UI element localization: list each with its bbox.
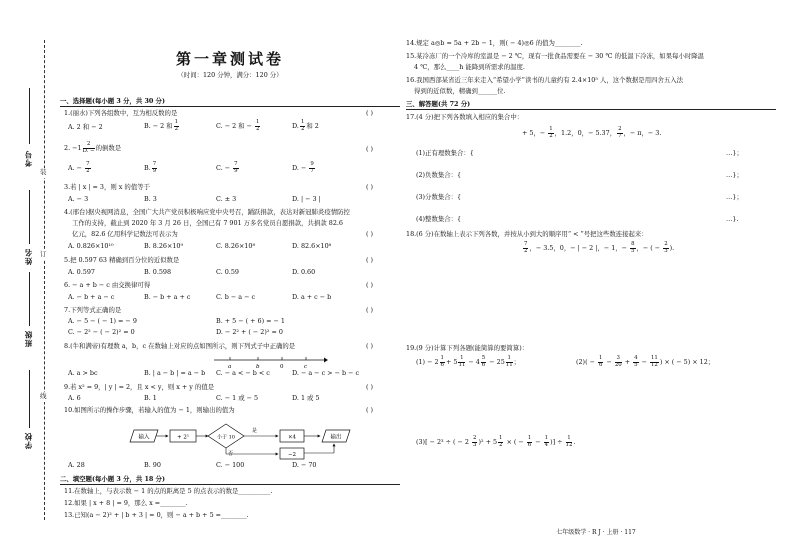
q2-b-fraction [152,162,157,174]
q19-p3-d: ÷ [555,438,565,447]
q6-option-c: C. b − a − c [216,293,256,301]
q8-option-a: A. a > bc [68,369,98,377]
q4-line-3: 亿元，82.6 亿用科学记数法可表示为 [72,230,178,238]
axis-arrow [324,358,328,363]
q18-end: ). [669,244,675,253]
q4-line-1: 4.(邢台)据央视网消息，全国广大共产党员积极响应党中央号召，踊跃捐款，表达对新冠肺炎疫情防控 [64,208,350,216]
q7-stem: 7.下列等式正确的是 [64,306,122,314]
q3-option-b: B. 3 [144,195,157,203]
mark-zhuang: 装 [40,168,47,176]
q2-c-num: 7 [234,161,238,167]
q1-c-text: C. − 2 和 − [216,122,255,131]
q7-option-b: B. + 5 − ( + 6) = − 1 [216,317,285,325]
q1-b-text: B. − 2 和 [144,122,173,131]
q8-option-b: B. | a − b | = a − b [144,369,206,377]
q10-stem: 10.如图所示的操作步骤，若输入的值为 − 1，则输出的值为 [64,406,235,414]
q1-option-a: A. 2 和 − 2 [68,123,103,131]
q1-stem: 1.(丽水)下列各组数中，互为相反数的是 [64,109,178,117]
q19-p2-b: × ( − 5) × 12； [662,358,715,367]
flow-output-label: 输出 [330,434,342,441]
section-two-heading: 二、填空题(每小题 3 分，共 18 分) [60,475,165,483]
q9-option-a: A. 6 [68,394,81,402]
q18-fraction-1 [523,242,528,254]
q1-d-num: 1 [300,119,305,125]
q2-den: D. − [82,147,95,154]
q9-answer-paren: ( ) [366,383,374,391]
q1-c-den: 2 [256,125,260,132]
q5-option-b: B. 0.598 [144,268,172,276]
q3-option-d: D. | − 3 | [292,195,321,203]
q2-option-d [292,162,316,174]
q3-stem: 3.若 | x | = 3，则 x 的值等于 [64,183,150,191]
q19-p3-a: (3) [416,438,426,447]
q19-p3-fr3: $\frac{1}{6}$ [527,435,532,448]
label-name: 姓名 [24,248,33,265]
q10-flowchart [128,418,388,460]
q3-option-a: A. − 3 [68,195,89,203]
q7-option-a: A. − 5 − ( − 1) = − 9 [68,317,137,325]
q9-option-d: D. 1 或 5 [292,394,320,402]
q19-p3-fr2: $\frac{1}{2}$ [499,435,503,448]
q4-option-b: B. 8.26×10⁹ [144,242,184,250]
q10-option-a: A. 28 [68,461,85,469]
q15-line-1: 15.某冷冻厂的一个冷库的室温是 − 2 ℃，现有一批食品需要在 − 30 ℃ 的低温下冷冻，如果每小时降温 [406,52,705,60]
left-column [60,0,400,556]
q18-mid: ，− 3.5，0，− | − 2 |，− 1，− [529,244,630,253]
q17-set-3-close: …}； [726,193,743,201]
q8-number-line [210,350,330,370]
label-exam-number: 考号 [24,150,33,167]
q13-text: 13.已知(a − 2)² + | b + 3 | = 0，则 − a + b + 5 =________. [64,511,249,519]
q8-answer-paren: ( ) [366,342,374,350]
axis-label-a: a [228,364,232,370]
flow-mul-label: ×4 [287,434,297,441]
q6-answer-paren: ( ) [366,281,374,289]
q2-d-den: 7 [310,167,314,174]
section-three-heading: 三、解答题(共 72 分) [406,100,471,108]
flow-condition-label: 小于 10 [217,434,235,441]
q2-a-fraction [85,162,90,174]
q1-b-fraction [174,120,179,132]
q2-d-num: 9 [310,161,314,167]
page-title: 第一章测试卷 [175,50,284,68]
mark-xian: 线 [40,392,47,400]
page-footer: 七年级数学 · R J · 上册 · 117 [556,529,636,536]
q2-a-num: 7 [86,161,90,167]
q10-option-c: C. − 100 [216,461,245,469]
q17-stem: 17.(4 分)把下列各数填入相应的集合中： [406,113,524,121]
q1-c-num: 1 [256,119,260,125]
q1-b-num: 1 [174,119,179,125]
q15-line-2: 4 ℃，那么____h 能降到所需求的温度. [414,63,525,71]
q17-set-1-close: …}； [726,149,743,157]
q2-a-text: A. − [68,164,85,173]
q12-text: 12.如果 | x + 8 | = 9，那么 x =________. [64,499,188,507]
q18-fraction-2 [630,242,635,254]
q16-line-2: 得到的近似数，精确到______位. [414,87,506,95]
q2-b-num: 7 [152,161,157,167]
q2-num: 2 [83,142,95,149]
q19-p3-fr4: $\frac{1}{4}$ [544,435,549,448]
q2-fraction [83,142,95,154]
cut-line [44,40,45,520]
q10-option-d: D. − 70 [292,461,317,469]
exam-number-line [29,88,30,144]
q17-fraction-1 [548,127,553,139]
q7-option-d: D. − 2² + ( − 2)² = 0 [216,328,283,336]
q17-f1-num: 1 [549,126,553,132]
q19-p2-a: (2) [576,358,586,367]
q4-line-2: 工作的支持，截止到 2020 年 3 月 26 日，全国已有 7 901 万多名党员自愿捐款，共捐款 82.6 [72,219,343,227]
section-rule-3 [406,109,776,110]
q18-stem: 18.(6 分)在数轴上表示下列各数，并按从小到大的顺序用“ < ”号把这些数连接起来： [406,230,648,238]
q18-f3-den: 3 [664,247,668,254]
q19-p1-b: + 5 [445,358,458,367]
q19-p1-d: − 25 [487,358,505,367]
axis-label-c: c [304,364,308,370]
q19-part-1: (1) − 2 $\frac{1}{6}$ + 5 $\frac{1}{11}$ − 4 $\frac{5}{6}$ − 25 $\frac{1}{11}$ ； [416,355,521,368]
q17-nums-pre: + 5，− [522,129,548,138]
q2-c-text: C. − [216,164,233,173]
q1-c-fraction [255,120,260,132]
q7-option-c: C. − 2² − ( − 2)² = 0 [68,328,135,336]
q2-d-text: D. − [292,164,309,173]
q19-p1-fr3: $\frac{5}{6}$ [481,355,486,368]
q8-option-d: D. − a − c > − b − c [292,369,360,377]
q19-p2-fr3: $\frac{4}{5}$ [634,355,638,368]
q10-answer-paren: ( ) [366,406,374,414]
q1-d-den: 2 [300,125,305,132]
q18-f2-num: 8 [631,241,635,247]
label-school: 学校 [24,432,33,449]
class-line [29,272,30,326]
q17-set-negative: (2)负数集合：{ [416,171,462,179]
binding-strip [0,0,58,556]
q17-number-list [522,127,661,139]
q2-d-fraction [309,162,314,174]
q4-option-a: A. 0.826×10¹⁰ [68,242,114,250]
flow-sub-label: −2 [287,452,297,458]
flow-no-label: 否 [228,451,234,457]
q11-text: 11.在数轴上，与表示数 − 1 的点的距离是 5 的点表示的数是__________. [64,487,273,495]
q17-nums-mid: ，1.2，0，− 5.37， [554,129,617,138]
q18-f1-num: 7 [524,241,528,247]
q19-part-2: (2)( − $\frac{1}{6}$ − $\frac{3}{20}$ + $\frac{4}{5}$ − $\frac{11}{12}$ ) × ( − 5) × 12； [576,355,715,368]
q2-pre: 2. −1 [64,144,82,153]
q19-p2-fr4: $\frac{11}{12}$ [650,355,658,368]
q17-f2-num: 2 [618,126,622,132]
q4-option-c: C. 8.26×10⁸ [216,242,256,250]
q2-b-text: B. [144,164,151,173]
q6-option-b: B. − b + a + c [144,293,191,301]
q1-b-den: 2 [174,125,179,132]
q5-answer-paren: ( ) [366,256,374,264]
q8-stem: 8.(牛和满帝)有理数 a，b，c 在数轴上对应的点如图所示，则下列式子中正确的是 [64,342,296,350]
q19-p1-fr2: $\frac{1}{11}$ [458,355,466,368]
q19-stem: 19.(9 分)计算下列各题(能简算的要简算)： [406,344,529,352]
q17-set-positive-rational: (1)正有理数集合：{ [416,149,474,157]
q18-fraction-3 [663,242,668,254]
q6-stem: 6. − a + b − c 由交换律可得 [64,281,151,289]
q17-set-2-close: …}； [726,171,743,179]
right-column [406,0,786,556]
q1-d-fraction [300,120,305,132]
flow-plus-label: + 2¹ [176,434,190,441]
q18-f3-num: 2 [664,241,668,247]
flow-input-label: 输入 [138,434,150,441]
q2-b-den: 9 [152,167,157,174]
q5-option-a: A. 0.597 [68,268,95,276]
q17-fraction-2 [617,127,622,139]
q2-answer-paren: ( ) [366,145,374,153]
q2-post: 的倒数是 [95,144,122,153]
q2-a-den: 2 [86,167,90,174]
q5-stem: 5.把 0.597 63 精确到百分位的近似数是 [64,256,180,264]
q19-p3-b: + 5 [485,438,498,447]
label-class: 班级 [24,330,33,347]
q19-p2-fr1: $\frac{1}{6}$ [598,355,603,368]
q6-option-a: A. − b + a − c [68,293,115,301]
q5-option-c: C. 0.59 [216,268,239,276]
q9-option-c: C. − 1 或 − 5 [216,394,259,402]
q2-c-den: 9 [234,167,238,174]
q6-option-d: D. a + c − b [292,293,332,301]
q19-p3-fr5: $\frac{1}{12}$ [565,435,573,448]
axis-label-b: b [256,364,260,370]
q17-set-integer: (4)整数集合：{ [416,215,462,223]
q1-answer-paren: ( ) [366,109,374,117]
q2-stem [64,142,121,154]
q1-d-pre: D. [292,122,299,131]
school-line [29,370,30,428]
q18-post: ，− ( − [636,244,663,253]
q8-option-c: C. − a < − b < c [216,369,270,377]
q19-p1-a: (1) − 2 [416,358,439,367]
q18-f1-den: 2 [524,247,528,254]
q1-option-c [216,120,261,132]
q19-p1-fr4: $\frac{1}{11}$ [505,355,513,368]
q1-option-b [144,120,180,132]
q1-d-post: 和 2 [306,122,319,131]
section-rule-2 [60,484,400,485]
q17-nums-post: ，− π，− 3. [623,129,662,138]
q2-c-fraction [233,162,238,174]
q3-answer-paren: ( ) [366,183,374,191]
q18-f2-den: 5 [631,247,635,254]
axis-label-0: 0 [280,364,284,370]
q3-option-c: C. ± 3 [216,195,237,203]
q19-p3-fr1: $\frac{2}{3}$ [473,435,477,448]
q9-option-b: B. 1 [144,394,157,402]
q17-set-4-close: …}. [726,215,739,223]
q17-set-fraction: (3)分数集合：{ [416,193,462,201]
flow-yes-label: 是 [252,428,258,434]
mark-ding: 订 [40,250,47,258]
q5-option-d: D. 0.60 [292,268,316,276]
q17-f2-den: 7 [618,132,622,139]
q4-option-d: D. 82.6×10⁸ [292,242,332,250]
q19-p2-fr2: $\frac{3}{20}$ [614,355,622,368]
q9-stem: 9.若 x² = 9，| y | = 2，且 x < y，则 x + y 的值是 [64,383,215,391]
q10-option-b: B. 90 [144,461,161,469]
name-line [29,190,30,244]
page-subtitle: （时间：120 分钟，满分：120 分） [177,71,283,79]
q4-answer-paren: ( ) [366,230,374,238]
section-rule [60,106,400,107]
q2-option-c [216,162,240,174]
q1-option-d [292,120,319,132]
section-one-heading: 一、选择题(每小题 3 分，共 30 分) [60,97,165,105]
q19-part-3: (3)[ − 2³ ÷ ( − 2 $\frac{2}{3}$ )² + 5 $\frac{1}{2}$ × ( − $\frac{1}{6}$ − $\frac{1}{4}$ )] ÷ $\frac{1}{12}$ . [416,435,576,448]
q19-p3-c: × [504,438,514,447]
q2-option-b [144,162,158,174]
q19-p1-c: − 4 [466,358,480,367]
q14-text: 14.规定 a◎b = 5a + 2b − 1，则( − 4)◎6 的值为________. [406,39,583,47]
q19-p1-fr1: $\frac{1}{6}$ [440,355,444,368]
q18-number-list [522,242,674,254]
q16-line-1: 16.我国西部某省近三年来走入“希望小学”读书的儿童约有 2.4×10⁵ 人，这个数据是用四舍五入法 [406,76,684,84]
q7-answer-paren: ( ) [366,306,374,314]
q2-option-a [68,162,92,174]
q17-f1-den: 2 [549,132,553,139]
